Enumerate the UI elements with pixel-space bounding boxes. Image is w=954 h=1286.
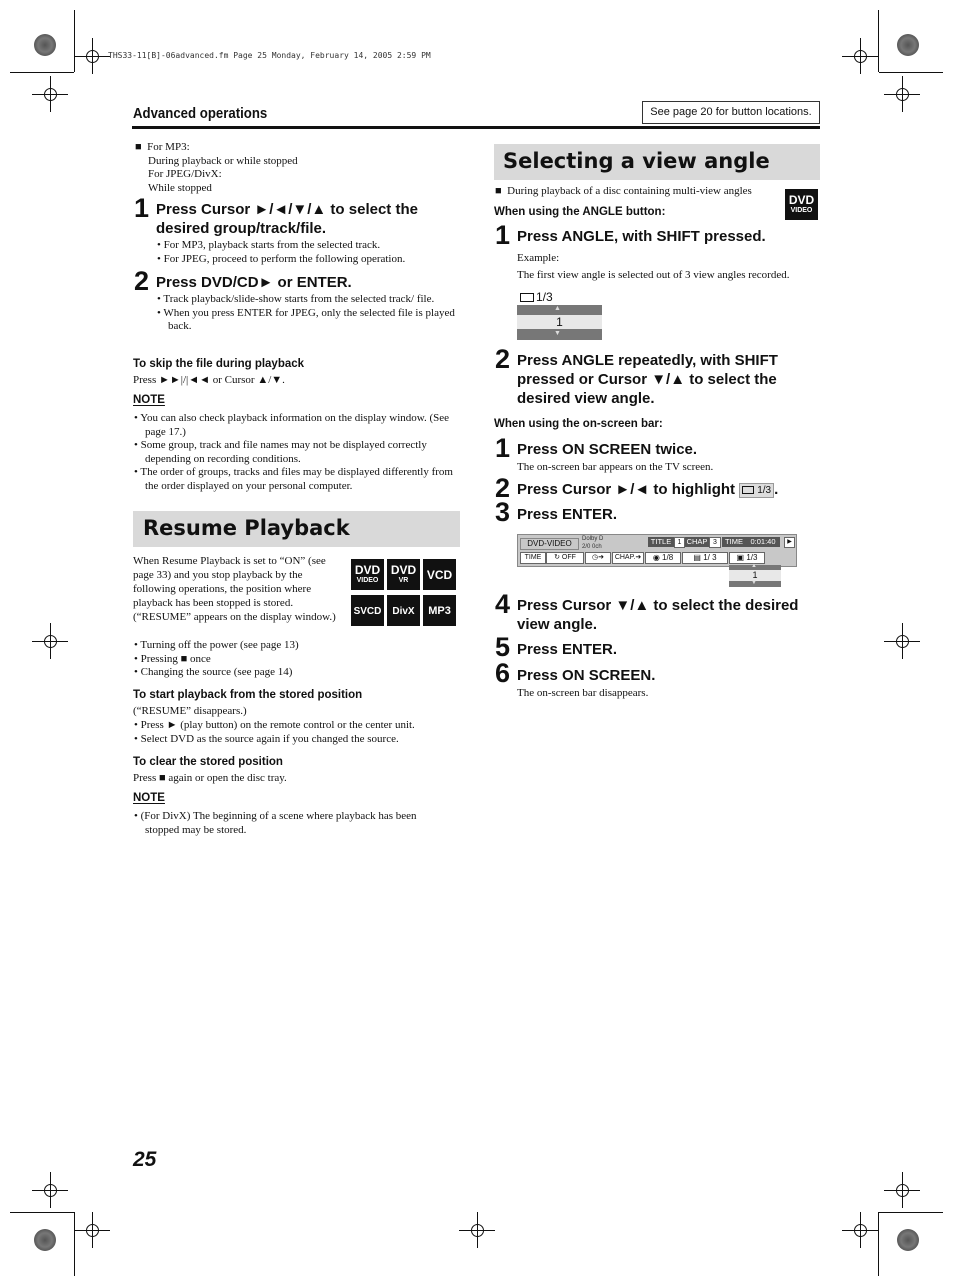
step-title: Press ON SCREEN twice. xyxy=(517,441,698,458)
osd-chap-label: CHAP xyxy=(686,537,708,546)
badge-dvd-vr: DVD VR xyxy=(386,558,421,591)
angle-display xyxy=(517,289,602,340)
stop-square-icon: ■ xyxy=(495,185,502,197)
section-title: Advanced operations xyxy=(133,105,268,122)
crosshair-icon xyxy=(896,1184,909,1197)
step-number: 3 xyxy=(495,497,511,527)
crop-mark xyxy=(879,72,943,73)
file-info-line: THS33-11[B]-06advanced.fm Page 25 Monday, February 14, 2005 2:59 PM xyxy=(108,51,431,60)
osd-time-value: 0:01:40 xyxy=(746,537,780,547)
step-title: Press ON SCREEN. xyxy=(517,667,656,684)
step-number: 2 xyxy=(495,473,511,503)
crosshair-icon xyxy=(86,50,99,63)
badge-dvd-video: DVD VIDEO xyxy=(350,558,385,591)
subtitle-icon: ▤ xyxy=(693,553,701,562)
angle-display-top: 1/3 xyxy=(517,289,602,305)
step-number: 1 xyxy=(495,220,511,250)
step-number: 5 xyxy=(495,632,511,662)
osd-angle-popup xyxy=(729,565,781,587)
crosshair-icon xyxy=(854,50,867,63)
angle-intro: ■ During playback of a disc containing multi-view angles xyxy=(495,185,752,197)
crop-mark xyxy=(878,1212,879,1276)
step-number: 2 xyxy=(134,266,150,296)
angle-button-heading: When using the ANGLE button: xyxy=(494,206,666,218)
angle-down-arrow-icon: ▼ xyxy=(554,330,561,337)
step-title: Press ENTER. xyxy=(517,641,618,658)
clear-text: Press ■ again or open the disc tray. xyxy=(133,772,287,784)
step-bullets: • Track playback/slide-show starts from the selected track/ file. • When you press ENTER for JPEG, only the selected file is played back. xyxy=(157,293,455,332)
step-bullets: • For MP3, playback starts from the selected track. • For JPEG, proceed to perform the following operation. xyxy=(157,239,406,265)
badge-mp3: MP3 xyxy=(422,594,457,627)
note-label: NOTE xyxy=(133,792,165,804)
osd-subtitle: ▤ 1/ 3 xyxy=(682,552,728,564)
crosshair-icon xyxy=(896,635,909,648)
badge-svcd: SVCD xyxy=(350,594,385,627)
crosshair-icon xyxy=(44,88,57,101)
badge-dvd-video: DVD VIDEO xyxy=(784,188,819,221)
start-text: (“RESUME” disappears.) xyxy=(133,705,247,717)
mp3-intro: ■ For MP3: During playback or while stopped For JPEG/DivX: While stopped xyxy=(135,141,298,194)
step-number: 1 xyxy=(134,193,150,223)
crop-mark xyxy=(10,1212,74,1213)
skip-text: Press ►►|/|◄◄ or Cursor ▲/▼. xyxy=(133,374,285,386)
note-label: NOTE xyxy=(133,394,165,406)
angle-up-arrow-icon: ▲ xyxy=(554,305,561,312)
crosshair-icon xyxy=(44,1184,57,1197)
start-heading: To start playback from the stored position xyxy=(133,689,363,701)
osd-time-button: TIME xyxy=(520,552,546,564)
resume-title: Resume Playback xyxy=(143,516,350,540)
step-title: Press DVD/CD► or ENTER. xyxy=(156,274,352,291)
crosshair-icon xyxy=(896,88,909,101)
badge-divx: DivX xyxy=(386,594,421,627)
note-list: • (For DivX) The beginning of a scene where playback has been stopped may be stored. xyxy=(134,810,417,836)
start-bullets: • Press ► (play button) on the remote control or the center unit. • Select DVD as the source again if you changed the source. xyxy=(134,719,415,745)
camera-icon xyxy=(520,293,534,302)
resume-intro: When Resume Playback is set to “ON” (see page 33) and you stop playback by the following operations, the position where playback has been stopped is stored. (“RESUME” appears on the display window.) xyxy=(133,555,336,623)
registration-disc-icon xyxy=(897,1229,919,1251)
note-list: • You can also check playback information on the display window. (See page 17.) • Some group, track and file names may not be displayed correctly depending on recording conditions. • The order of groups, tracks and files may be displayed differently from the order displayed on your personal computer. xyxy=(134,412,453,492)
clear-heading: To clear the stored position xyxy=(133,756,283,768)
crop-mark xyxy=(878,10,879,72)
step-title: Press Cursor ▼/▲ to select the desired view angle. xyxy=(517,597,799,633)
popup-up-arrow-icon: ▲ xyxy=(751,563,757,569)
osd-dolby: Dolby D 2/0 0ch xyxy=(582,536,604,550)
see-page-box: See page 20 for button locations. xyxy=(642,101,820,124)
osd-timer-icon: ◷➜ xyxy=(585,552,611,564)
badge-vcd: VCD xyxy=(422,558,457,591)
step-title: Press ANGLE repeatedly, with SHIFT pressed or Cursor ▼/▲ to select the desired view angle. xyxy=(517,352,778,407)
resume-bullets: • Turning off the power (see page 13) • Pressing ■ once • Changing the source (see page 14) xyxy=(134,639,299,678)
crop-mark xyxy=(74,10,75,72)
registration-disc-icon xyxy=(34,34,56,56)
repeat-icon: ↻ xyxy=(554,554,560,561)
crop-mark xyxy=(10,72,74,73)
popup-value: 1 xyxy=(729,570,781,581)
page-number: 25 xyxy=(133,1148,157,1171)
osd-chap-button: CHAP.➜ xyxy=(612,552,644,564)
step-number: 1 xyxy=(495,433,511,463)
crosshair-icon xyxy=(44,635,57,648)
osd-time-label: TIME xyxy=(722,537,746,547)
camera-icon xyxy=(742,486,754,494)
osd-angle: ▣ 1/3 xyxy=(729,552,765,564)
step-title: Press ENTER. xyxy=(517,506,618,523)
osd-title-label: TITLE xyxy=(648,537,674,547)
osd-audio: ◉ 1/8 xyxy=(645,552,681,564)
step-title: Press ANGLE, with SHIFT pressed. xyxy=(517,228,766,245)
registration-disc-icon xyxy=(897,34,919,56)
skip-heading: To skip the file during playback xyxy=(133,358,305,370)
header-rule xyxy=(132,126,820,129)
angle-value: 1 xyxy=(517,315,602,329)
audio-icon: ◉ xyxy=(652,553,660,562)
step-desc: The on-screen bar disappears. xyxy=(517,687,649,699)
osd-repeat: ↻ OFF xyxy=(546,552,584,564)
step-title: Press Cursor ►/◄/▼/▲ to select the desired group/track/file. xyxy=(156,201,418,237)
camera-icon: ▣ xyxy=(736,553,745,562)
crop-mark xyxy=(879,1212,943,1213)
onscreen-heading: When using the on-screen bar: xyxy=(494,418,663,430)
osd-title-value: 1 xyxy=(674,537,685,548)
angle-highlight-icon: 1/3 xyxy=(739,483,774,498)
crosshair-icon xyxy=(86,1224,99,1237)
step-number: 4 xyxy=(495,589,511,619)
crop-mark xyxy=(74,1212,75,1276)
registration-disc-icon xyxy=(34,1229,56,1251)
osd-play-icon: ▶ xyxy=(784,537,795,548)
example-label: Example: xyxy=(517,252,560,264)
osd-chap-value: 3 xyxy=(709,537,721,548)
example-desc: The first view angle is selected out of 3 view angles recorded. xyxy=(517,269,790,281)
step-desc: The on-screen bar appears on the TV screen. xyxy=(517,461,714,473)
format-badges xyxy=(350,558,457,628)
angle-title: Selecting a view angle xyxy=(503,149,770,173)
osd-dvd-video-label: DVD-VIDEO xyxy=(520,538,579,550)
step-title: Press Cursor ►/◄ to highlight 1/3 . xyxy=(517,481,779,498)
step-number: 6 xyxy=(495,658,511,688)
crosshair-icon xyxy=(854,1224,867,1237)
popup-down-arrow-icon: ▼ xyxy=(751,580,757,586)
step-number: 2 xyxy=(495,344,511,374)
crosshair-icon xyxy=(471,1224,484,1237)
stop-square-icon: ■ xyxy=(135,141,142,153)
